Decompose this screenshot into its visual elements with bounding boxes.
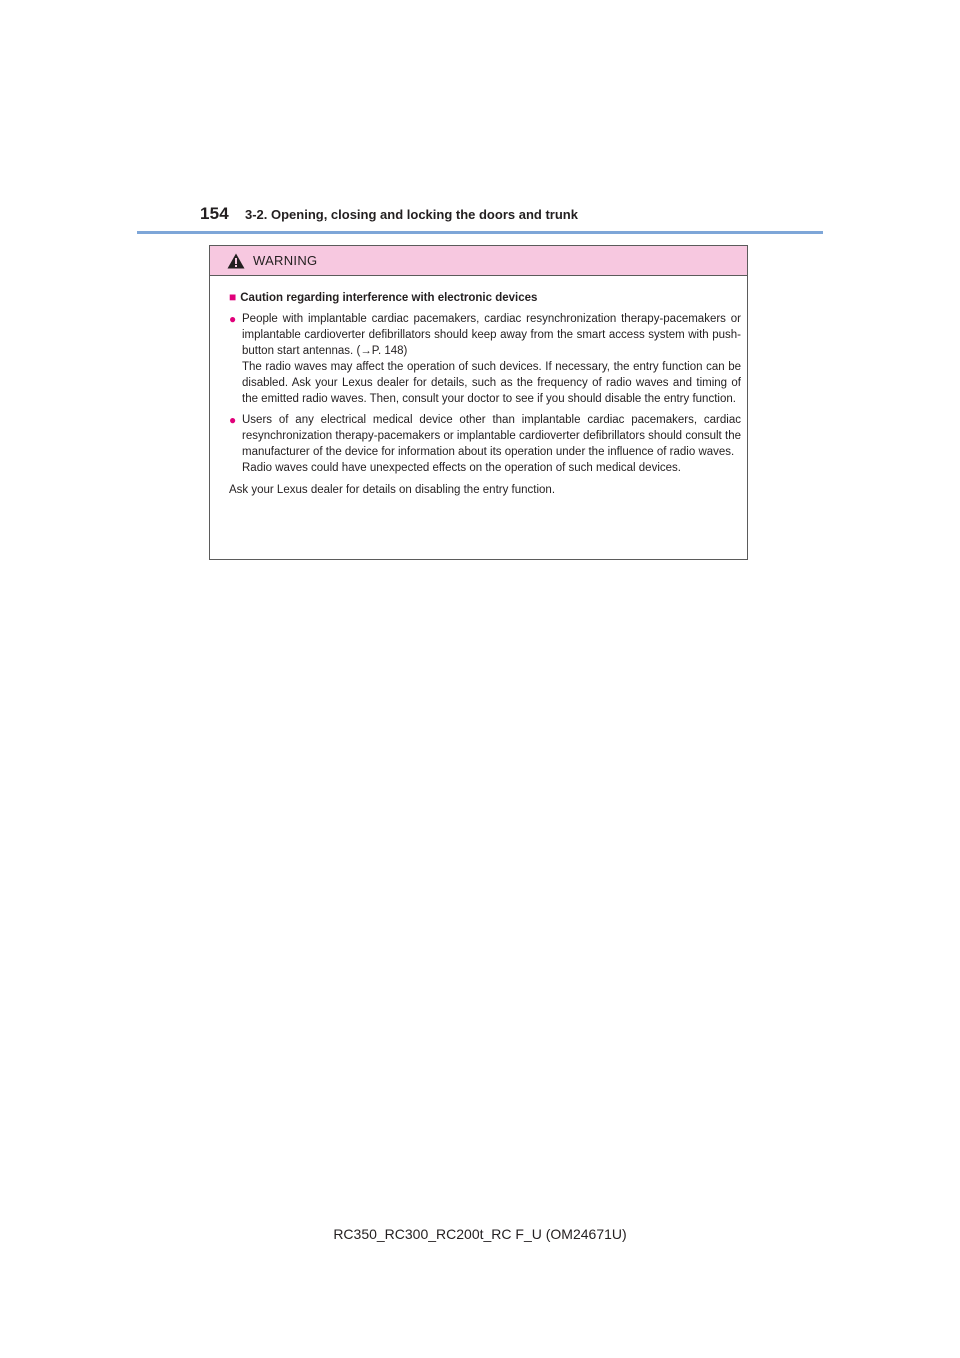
bullet-paragraph: Users of any electrical medical device other than implantable cardiac pacemakers, cardiac resynchronization therapy-pacemakers or implantable cardioverter defibrillators should consult the manufacturer of the device for information about its operation under the influence of radio waves. [242, 414, 741, 458]
warning-triangle-icon [227, 253, 245, 269]
section-title: 3-2. Opening, closing and locking the doors and trunk [244, 207, 578, 222]
subheading-text: Caution regarding interference with electronic devices [240, 292, 538, 304]
warning-body [210, 276, 747, 498]
warning-title: WARNING [253, 253, 318, 268]
list-item [229, 311, 741, 407]
warning-header [210, 246, 747, 276]
bullet-paragraph: People with implantable cardiac pacemakers, cardiac resynchronization therapy-pacemakers or implantable cardioverter defibrillators should keep away from the smart access system with push-button start antennas. (→P. 148) [242, 313, 741, 357]
page-number: 154 [200, 204, 229, 223]
list-item [229, 412, 741, 476]
page-header [200, 204, 578, 228]
header-rule [137, 231, 823, 234]
circle-bullet-icon: ● [229, 413, 237, 427]
warning-box [209, 245, 748, 560]
bullet-paragraph: The radio waves may affect the operation of such devices. If necessary, the entry function can be disabled. Ask your Lexus dealer for details, such as the frequency of radio waves and timing of the emitted radio waves. Then, consult your doctor to see if you should disable the entry function. [242, 361, 741, 405]
square-bullet-icon: ■ [229, 290, 237, 304]
footer-model-code: RC350_RC300_RC200t_RC F_U (OM24671U) [333, 1226, 627, 1242]
closing-note: Ask your Lexus dealer for details on disabling the entry function. [229, 484, 556, 496]
warning-subheading [229, 289, 741, 306]
bullet-paragraph: Radio waves could have unexpected effects on the operation of such medical devices. [242, 462, 681, 474]
circle-bullet-icon: ● [229, 312, 237, 326]
